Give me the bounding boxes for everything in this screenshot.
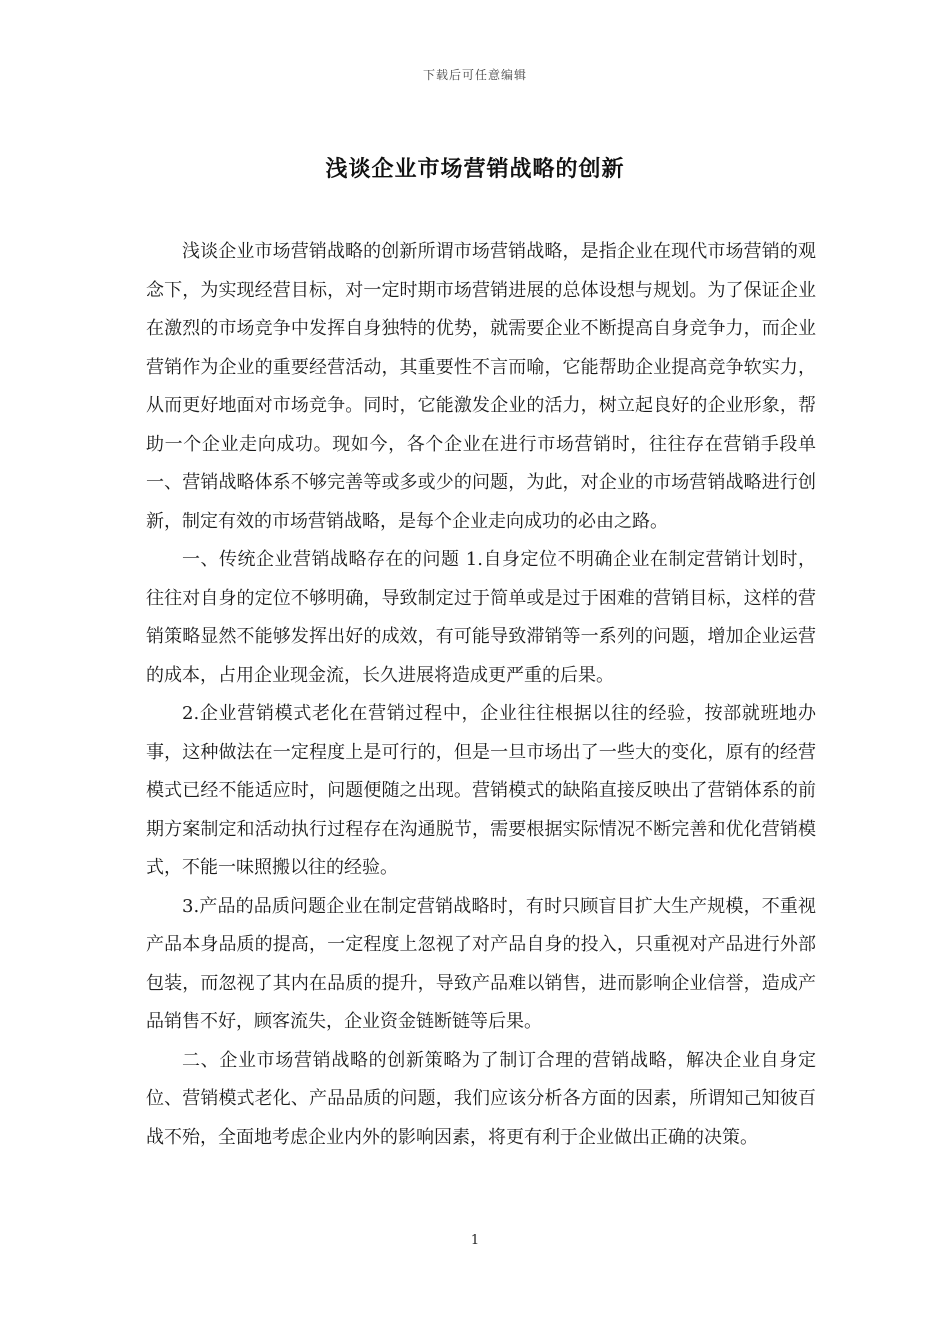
document-body <box>146 233 816 1157</box>
page-number: 1 <box>470 1233 480 1248</box>
paragraph-intro: 浅谈企业市场营销战略的创新所谓市场营销战略，是指企业在现代市场营销的观念下，为实现经营目标，对一定时期市场营销进展的总体设想与规划。为了保证企业在激烈的市场竞争中发挥自身独特的优势，就需要企业不断提高自身竞争力，而企业营销作为企业的重要经营活动，其重要性不言而喻，它能帮助企业提高竞争软实力，从而更好地面对市场竞争。同时，它能激发企业的活力，树立起良好的企业形象，帮助一个企业走向成功。现如今，各个企业在进行市场营销时，往往存在营销手段单一、营销战略体系不够完善等或多或少的问题，为此，对企业的市场营销战略进行创新，制定有效的市场营销战略，是每个企业走向成功的必由之路。 <box>146 241 816 532</box>
paragraph-section-1: 一、传统企业营销战略存在的问题 1.自身定位不明确企业在制定营销计划时，往往对自身的定位不够明确，导致制定过于简单或是过于困难的营销目标，这样的营销策略显然不能够发挥出好的成效，有可能导致滞销等一系列的问题，增加企业运营的成本，占用企业现金流，长久进展将造成更严重的后果。 <box>146 549 816 686</box>
paragraph-point-2: 2.企业营销模式老化在营销过程中，企业往往根据以往的经验，按部就班地办事，这种做法在一定程度上是可行的，但是一旦市场出了一些大的变化，原有的经营模式已经不能适应时，问题便随之出现。营销模式的缺陷直接反映出了营销体系的前期方案制定和活动执行过程存在沟通脱节，需要根据实际情况不断完善和优化营销模式，不能一味照搬以往的经验。 <box>146 703 816 878</box>
paragraph-section-2: 二、企业市场营销战略的创新策略为了制订合理的营销战略，解决企业自身定位、营销模式老化、产品品质的问题，我们应该分析各方面的因素，所谓知己知彼百战不殆，全面地考虑企业内外的影响因素，将更有利于企业做出正确的决策。 <box>146 1049 816 1148</box>
header-note: 下载后可任意编辑 <box>422 68 527 82</box>
paragraph-point-3: 3.产品的品质问题企业在制定营销战略时，有时只顾盲目扩大生产规模，不重视产品本身品质的提高，一定程度上忽视了对产品自身的投入，只重视对产品进行外部包装，而忽视了其内在品质的提升，导致产品难以销售，进而影响企业信誉，造成产品销售不好，顾客流失，企业资金链断链等后果。 <box>146 895 816 1032</box>
document-title: 浅谈企业市场营销战略的创新 <box>325 156 625 182</box>
